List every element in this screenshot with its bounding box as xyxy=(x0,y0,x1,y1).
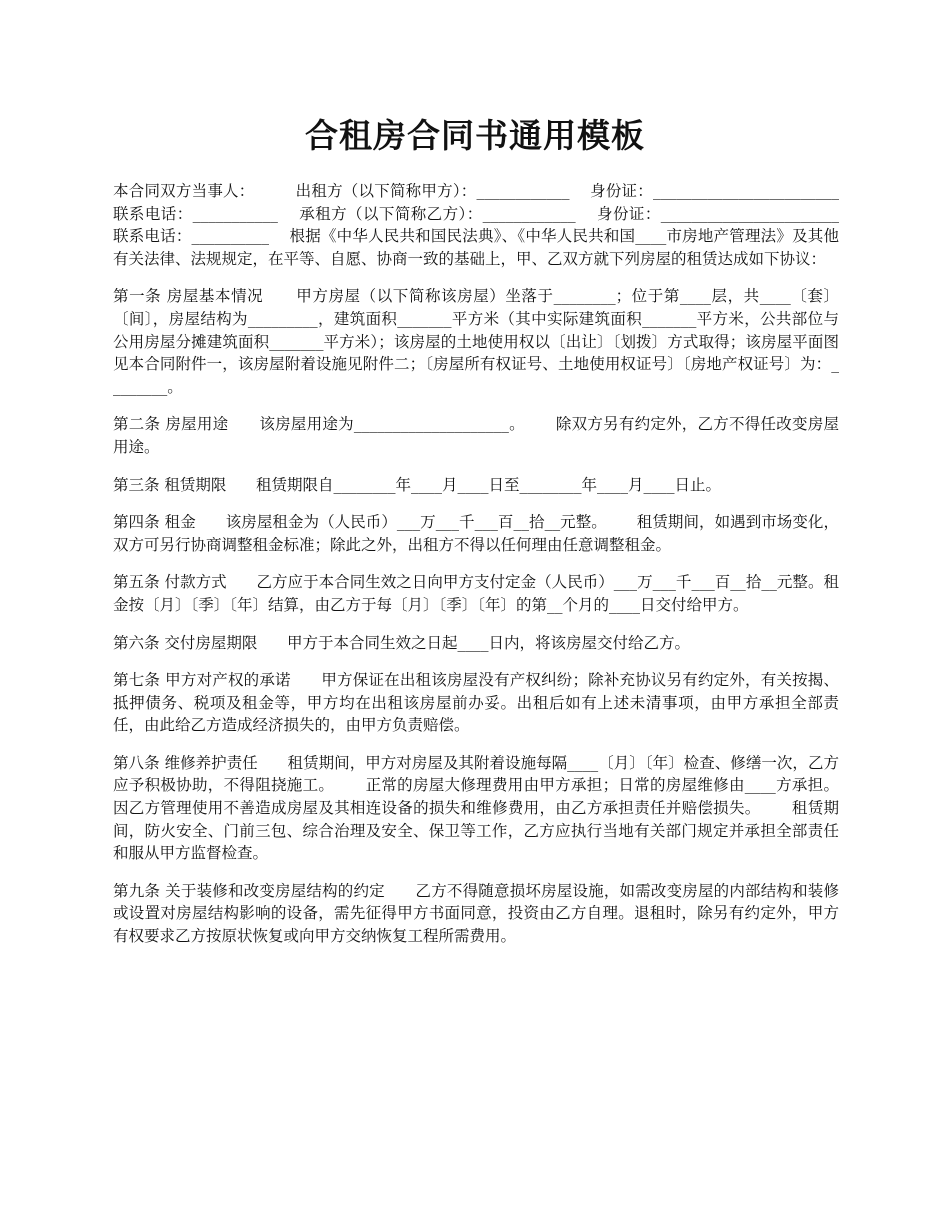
paragraph-article-9: 第九条 关于装修和改变房屋结构的约定 乙方不得随意损坏房屋设施，如需改变房屋的内部结构和装修或设置对房屋结构影响的设备，需先征得甲方书面同意，投资由乙方自理。退租时，除另有约定外，甲方有权要求乙方按原状恢复或向甲方交纳恢复工程所需费用。 xyxy=(113,881,839,946)
paragraph-article-2: 第二条 房屋用途 该房屋用途为____________________。 除双方另有约定外，乙方不得任改变房屋用途。 xyxy=(113,415,839,456)
paragraph-article-8: 第八条 维修养护责任 租赁期间，甲方对房屋及其附着设施每隔____〔月〕〔年〕检查、修缮一次，乙方应予积极协助，不得阻挠施工。 正常的房屋大修理费用由甲方承担；日常的房屋维修由____方承担。 因乙方管理使用不善造成房屋及其相连设备的损失和维修费用，由乙方承担责任并赔偿损失。 租赁期间，防火安全、门前三包、综合治理及安全、保卫等工作，乙方应执行当地有关部门规定并承担全部责任和服从甲方监督检查。 xyxy=(113,753,869,863)
paragraph-article-6: 第六条 交付房屋期限 甲方于本合同生效之日起____日内，将该房屋交付给乙方。 xyxy=(113,633,690,652)
paragraph-article-7: 第七条 甲方对产权的承诺 甲方保证在出租该房屋没有产权纠纷；除补充协议另有约定外，有关按揭、抵押债务、税项及租金等，甲方均在出租该房屋前办妥。出租后如有上述未清事项，由甲方承担全部责任，由此给乙方造成经济损失的，由甲方负责赔偿。 xyxy=(113,671,839,735)
paragraph-article-3: 第三条 租赁期限 租赁期限自________年____月____日至________年____月____日止。 xyxy=(113,475,721,494)
paragraph-parties: 本合同双方当事人： 出租方（以下简称甲方）：____________ 身份证：________________________ 联系电话：___________ 承租方（以下简称乙方）：____________ 身份证：_______________________ 联系电话：__________ 根据《中华人民共和国民法典》、《中华人民共和国____市房地产管理法》及其他有关法律、法规规定，在平等、自愿、协商一致的基础上，甲、乙双方就下列房屋的租赁达成如下协议： xyxy=(113,182,859,268)
paragraph-article-1: 第一条 房屋基本情况 甲方房屋（以下简称该房屋）坐落于________；位于第____层，共____〔套〕〔间〕，房屋结构为_________，建筑面积_______平方米（其中实际建筑面积_______平方米，公共部位与公用房屋分摊建筑面积_______平方米）；该房屋的土地使用权以〔出让〕〔划拨〕方式取得；该房屋平面图见本合同附件一，该房屋附着设施见附件二；〔房屋所有权证号、土地使用权证号〕〔房地产权证号〕为：________。 xyxy=(113,287,839,396)
document-body xyxy=(113,180,869,963)
paragraph-article-4: 第四条 租金 该房屋租金为（人民币）___万___千___百__拾__元整。 租赁期间，如遇到市场变化，双方可另行协商调整租金标准；除此之外，出租方不得以任何理由任意调整租金。 xyxy=(113,513,839,554)
document-title: 合租房合同书通用模板 xyxy=(305,116,645,155)
paragraph-article-5: 第五条 付款方式 乙方应于本合同生效之日向甲方支付定金（人民币）___万___千___百__拾__元整。租金按〔月〕〔季〕〔年〕结算，由乙方于每〔月〕〔季〕〔年〕的第__个月的____日交付给甲方。 xyxy=(113,573,839,614)
